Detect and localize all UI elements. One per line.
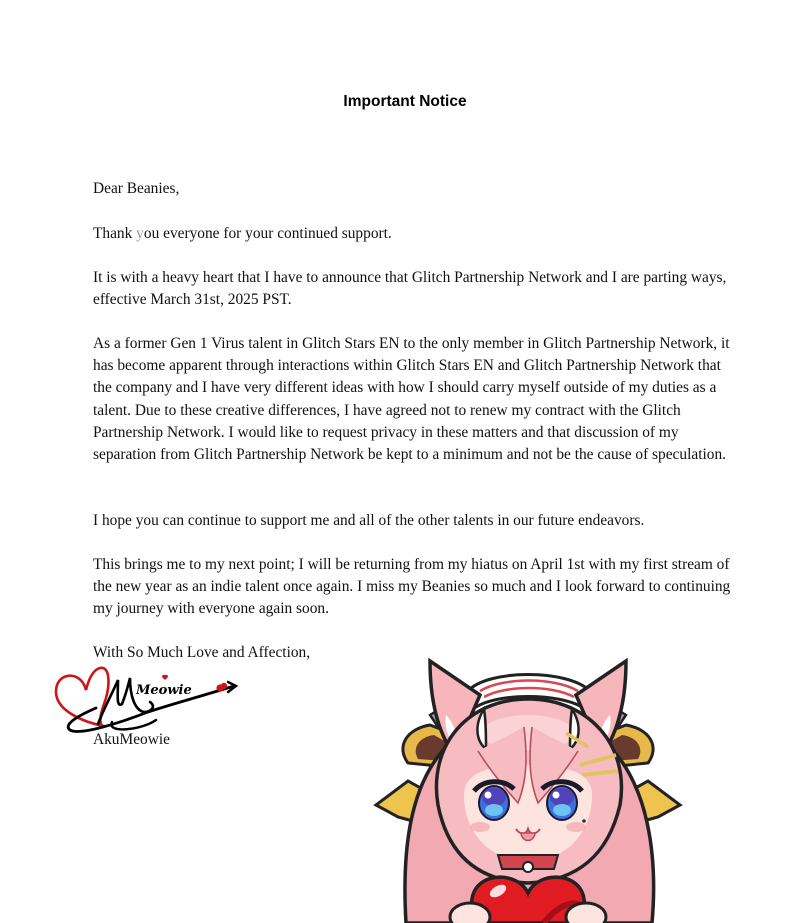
- salutation: Dear Beanies,: [93, 180, 180, 197]
- signature-script: Meowie: [136, 683, 192, 698]
- mascot-character-illustration: [368, 655, 688, 923]
- thanks-faded-letter: y: [136, 225, 144, 242]
- support-paragraph: I hope you can continue to support me and all of the other talents in our future endeavors.: [93, 512, 645, 529]
- announcement-paragraph: It is with a heavy heart that I have to announce that Glitch Partnership Network and I are parting ways, effective March 31st, 2025 PST.: [93, 269, 727, 309]
- thanks-paragraph: [93, 223, 733, 245]
- reason-paragraph: As a former Gen 1 Virus talent in Glitch Stars EN to the only member in Glitch Partnership Network, it has become apparent through interactions within Glitch Stars EN and Glitch Partnership Network that the company and I have very different ideas with how I should carry myself outside of my duties as a talent. Due to these creative differences, I have agreed not to renew my contract with the Glitch Partnership Network. I would like to request privacy in these matters and that discussion of my separation from Glitch Partnership Network be kept to a minimum and not be the cause of speculation.: [93, 335, 730, 464]
- closing-line: With So Much Love and Affection,: [93, 644, 311, 661]
- return-paragraph: This brings me to my next point; I will be returning from my hiatus on April 1st with my first stream of the new year as an indie talent once again. I miss my Beanies so much and I look forward to continuing my journey with everyone again soon.: [93, 556, 731, 618]
- important-notice-title: Important Notice: [343, 93, 467, 110]
- thanks-text-start: Thank: [93, 225, 137, 242]
- signed-name: AkuMeowie: [93, 731, 170, 748]
- signature-small-heart-icon: [162, 675, 168, 680]
- thanks-text-end: ou everyone for your continued support.: [143, 225, 392, 242]
